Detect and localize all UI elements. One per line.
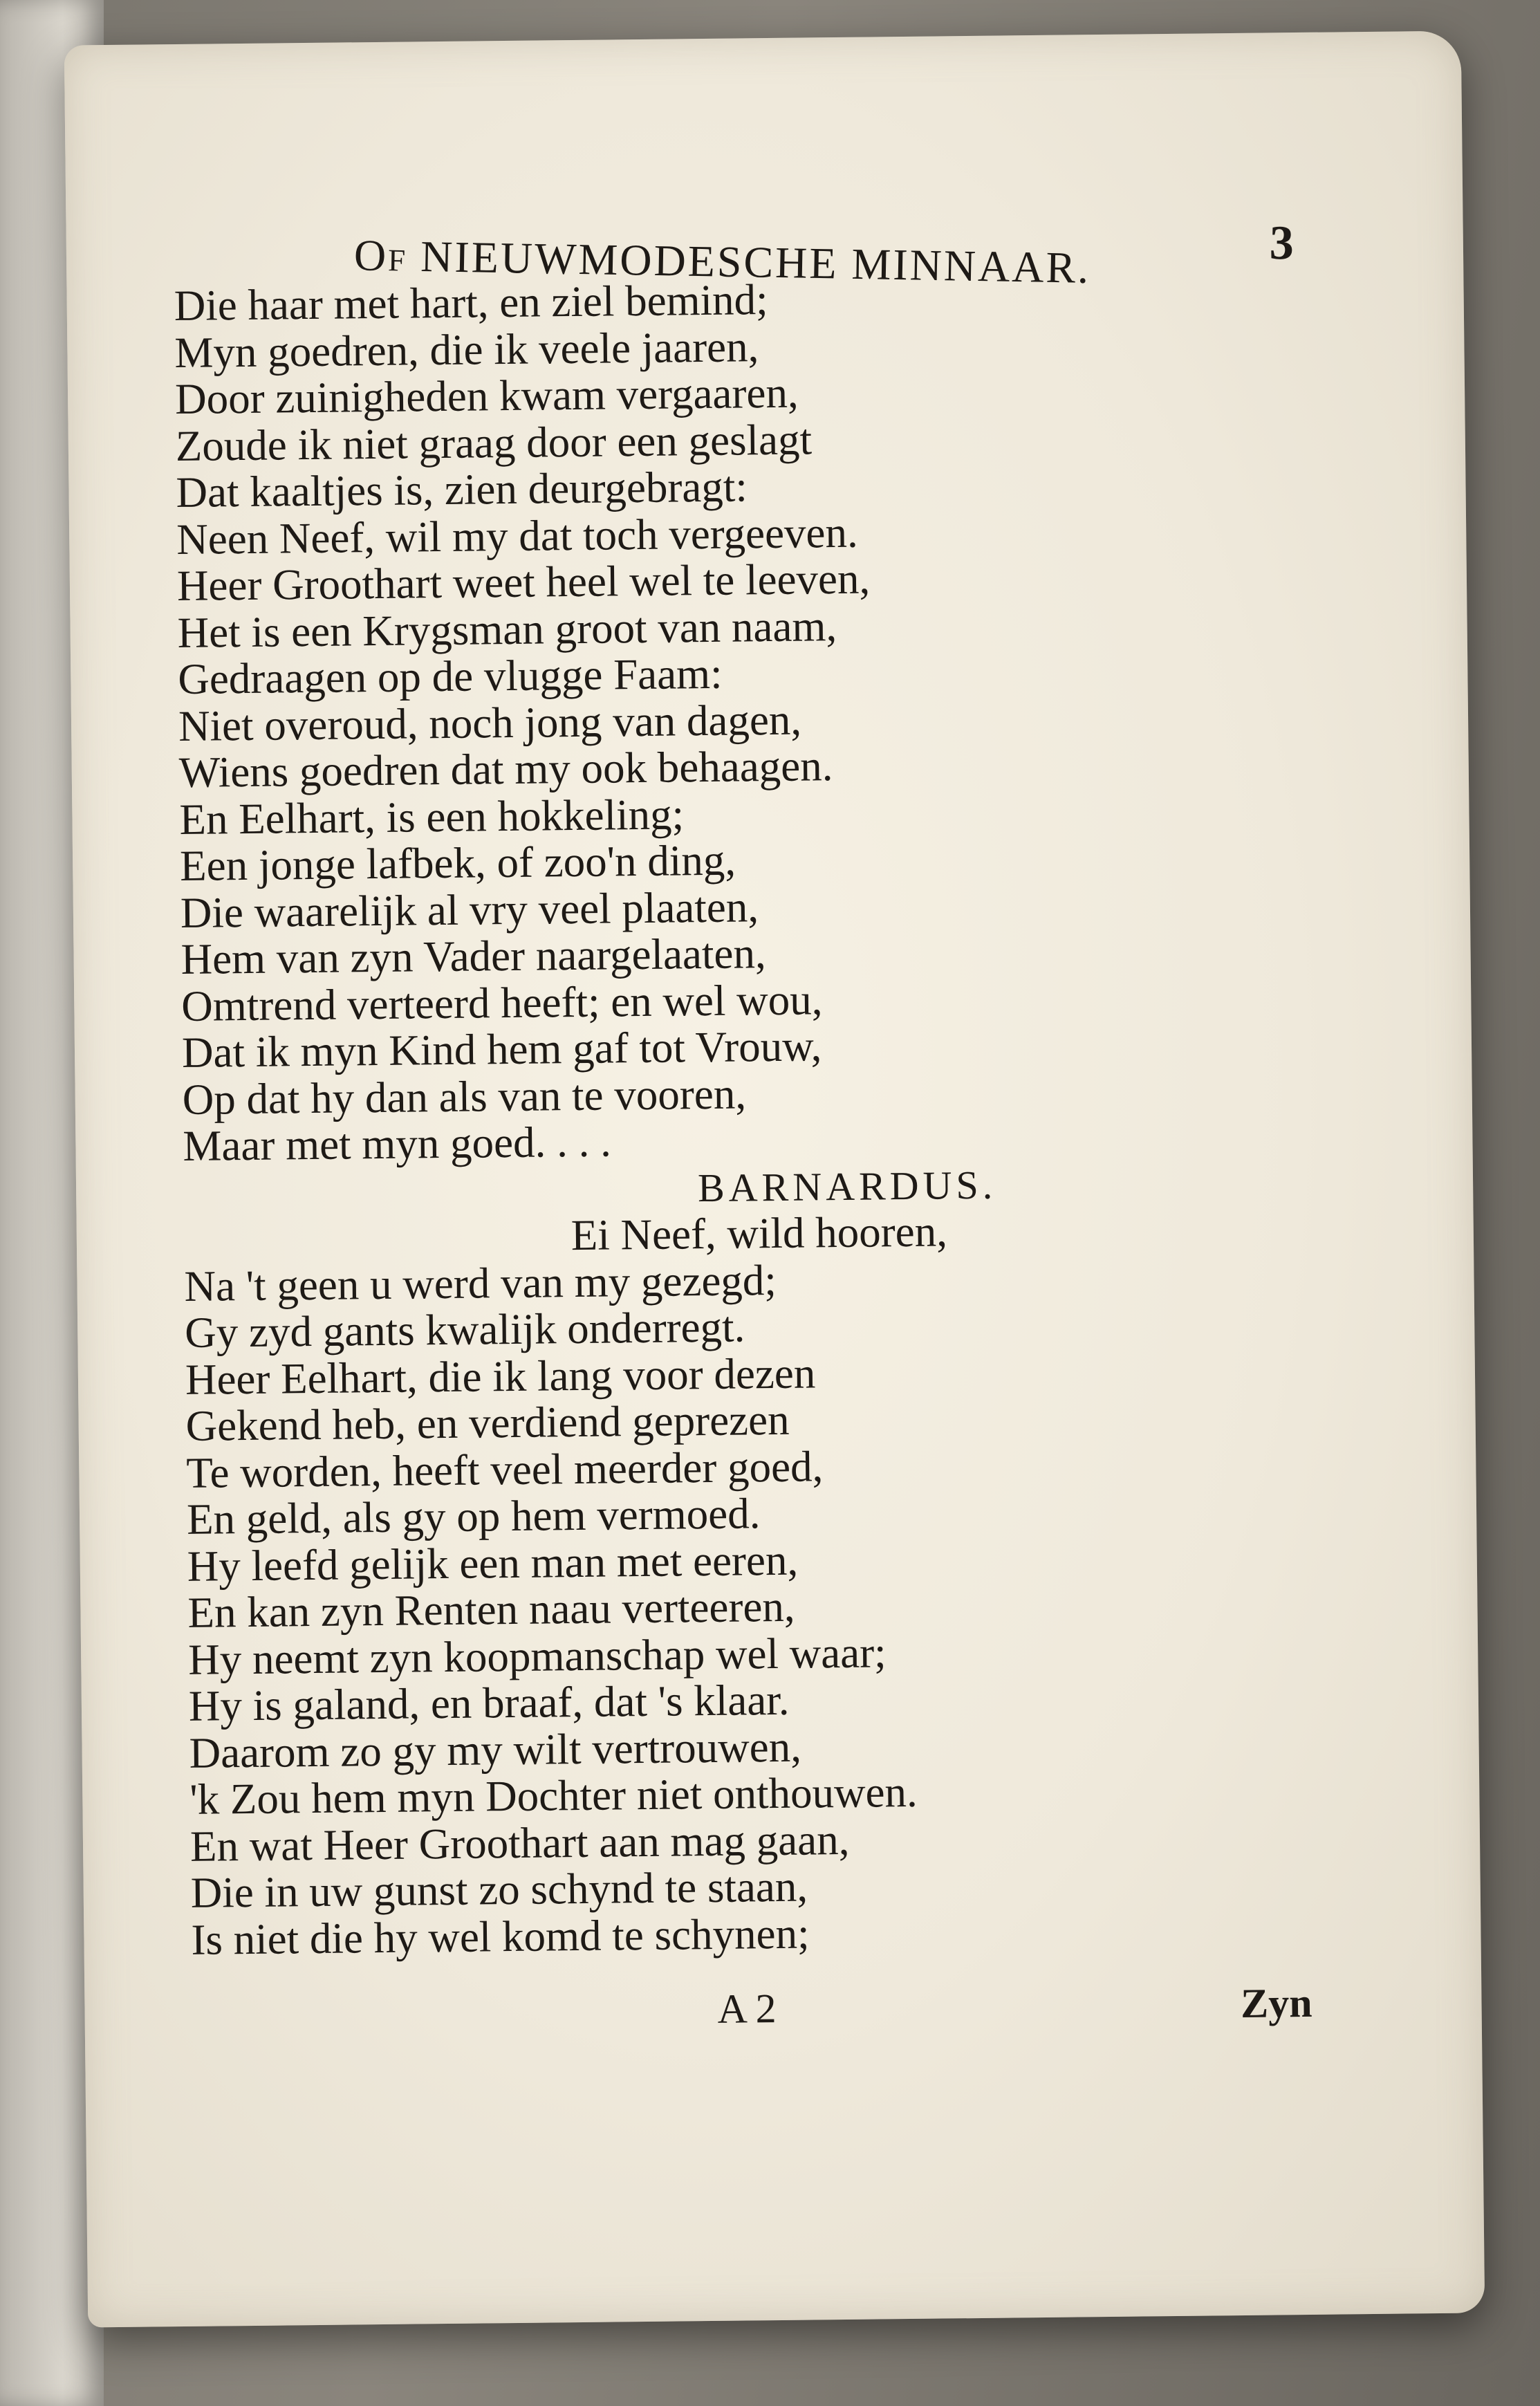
- verse-line: Heer Eelhart, die ik lang voor dezen: [185, 1348, 816, 1404]
- page-number: 3: [1269, 216, 1295, 270]
- verse-line: En wat Heer Groothart aan mag gaan,: [189, 1815, 850, 1871]
- verse-line: En geld, als gy op hem vermoed.: [186, 1489, 761, 1544]
- verse-line: Omtrend verteerd heeft; en wel wou,: [180, 974, 823, 1030]
- verse-line: Te worden, heeft veel meerder goed,: [186, 1441, 824, 1497]
- verse-line: Gekend heb, en verdiend geprezen: [185, 1395, 790, 1450]
- verse-line: En kan zyn Renten naau verteeren,: [187, 1582, 795, 1637]
- verse-block-2: [184, 1251, 1312, 1963]
- verse-line: Het is een Krygsman groot van naam,: [177, 601, 837, 657]
- verse-line: Op dat hy dan als van te vooren,: [182, 1068, 747, 1124]
- running-title: Of NIEUWMODESCHE MINNAAR.: [353, 230, 1091, 293]
- verse-line: Daarom zo gy my wilt vertrouwen,: [189, 1722, 802, 1777]
- verse-line: Hem van zyn Vader naargelaaten,: [180, 929, 766, 983]
- verse-line: Hy is galand, en braaf, dat 's klaar.: [188, 1675, 790, 1730]
- verse-line: Een jonge lafbek, of zoo'n ding,: [179, 835, 736, 890]
- book-page: [64, 31, 1485, 2328]
- verse-line: Niet overoud, noch jong van dagen,: [178, 695, 802, 750]
- verse-line: Die waarelijk al vry veel plaaten,: [180, 882, 759, 937]
- speaker-name: BARNARDUS.: [697, 1162, 997, 1210]
- verse-line: Door zuinigheden kwam vergaaren,: [174, 368, 799, 424]
- interjection-line: Ei Neef, wild hooren,: [570, 1207, 948, 1260]
- verse-line: Zoude ik niet graag door een geslagt: [175, 414, 813, 470]
- catchword: Zyn: [1240, 1979, 1312, 2027]
- verse-line: Hy leefd gelijk een man met eeren,: [187, 1535, 799, 1591]
- verse-block-1: [174, 271, 1303, 1169]
- text-block: [173, 195, 1312, 2053]
- verse-line: Hy neemt zyn koopmanschap wel waar;: [187, 1627, 887, 1684]
- verse-line: Wiens goedren dat my ook behaagen.: [178, 741, 833, 797]
- verse-line: Is niet die hy wel komd te schynen;: [191, 1909, 810, 1964]
- verse-line: Die in uw gunst zo schynd te staan,: [190, 1862, 808, 1917]
- verse-line: Myn goedren, die ik veele jaaren,: [174, 322, 759, 377]
- verse-line: Dat kaaltjes is, zien deurgebragt:: [176, 462, 748, 517]
- verse-line: Dat ik myn Kind hem gaf tot Vrouw,: [181, 1021, 822, 1077]
- signature-mark: A 2: [717, 1986, 777, 2032]
- verse-line: Neen Neef, wil my dat toch vergeeven.: [176, 508, 859, 564]
- verse-line: Heer Groothart weet heel wel te leeven,: [176, 554, 871, 610]
- verse-line: En Eelhart, is een hokkeling;: [179, 789, 685, 844]
- verse-line: Gy zyd gants kwalijk onderregt.: [184, 1302, 745, 1357]
- page-footer: [192, 1979, 1312, 2053]
- verse-line: Maar met myn goed. . . .: [183, 1117, 612, 1170]
- verse-line: Gedraagen op de vlugge Faam:: [178, 649, 723, 703]
- running-head: [173, 195, 1295, 293]
- verse-line: Die haar met hart, en ziel bemind;: [174, 275, 768, 331]
- verse-line: 'k Zou hem myn Dochter niet onthouwen.: [189, 1767, 918, 1824]
- verse-line: Na 't geen u werd van my gezegd;: [184, 1255, 777, 1311]
